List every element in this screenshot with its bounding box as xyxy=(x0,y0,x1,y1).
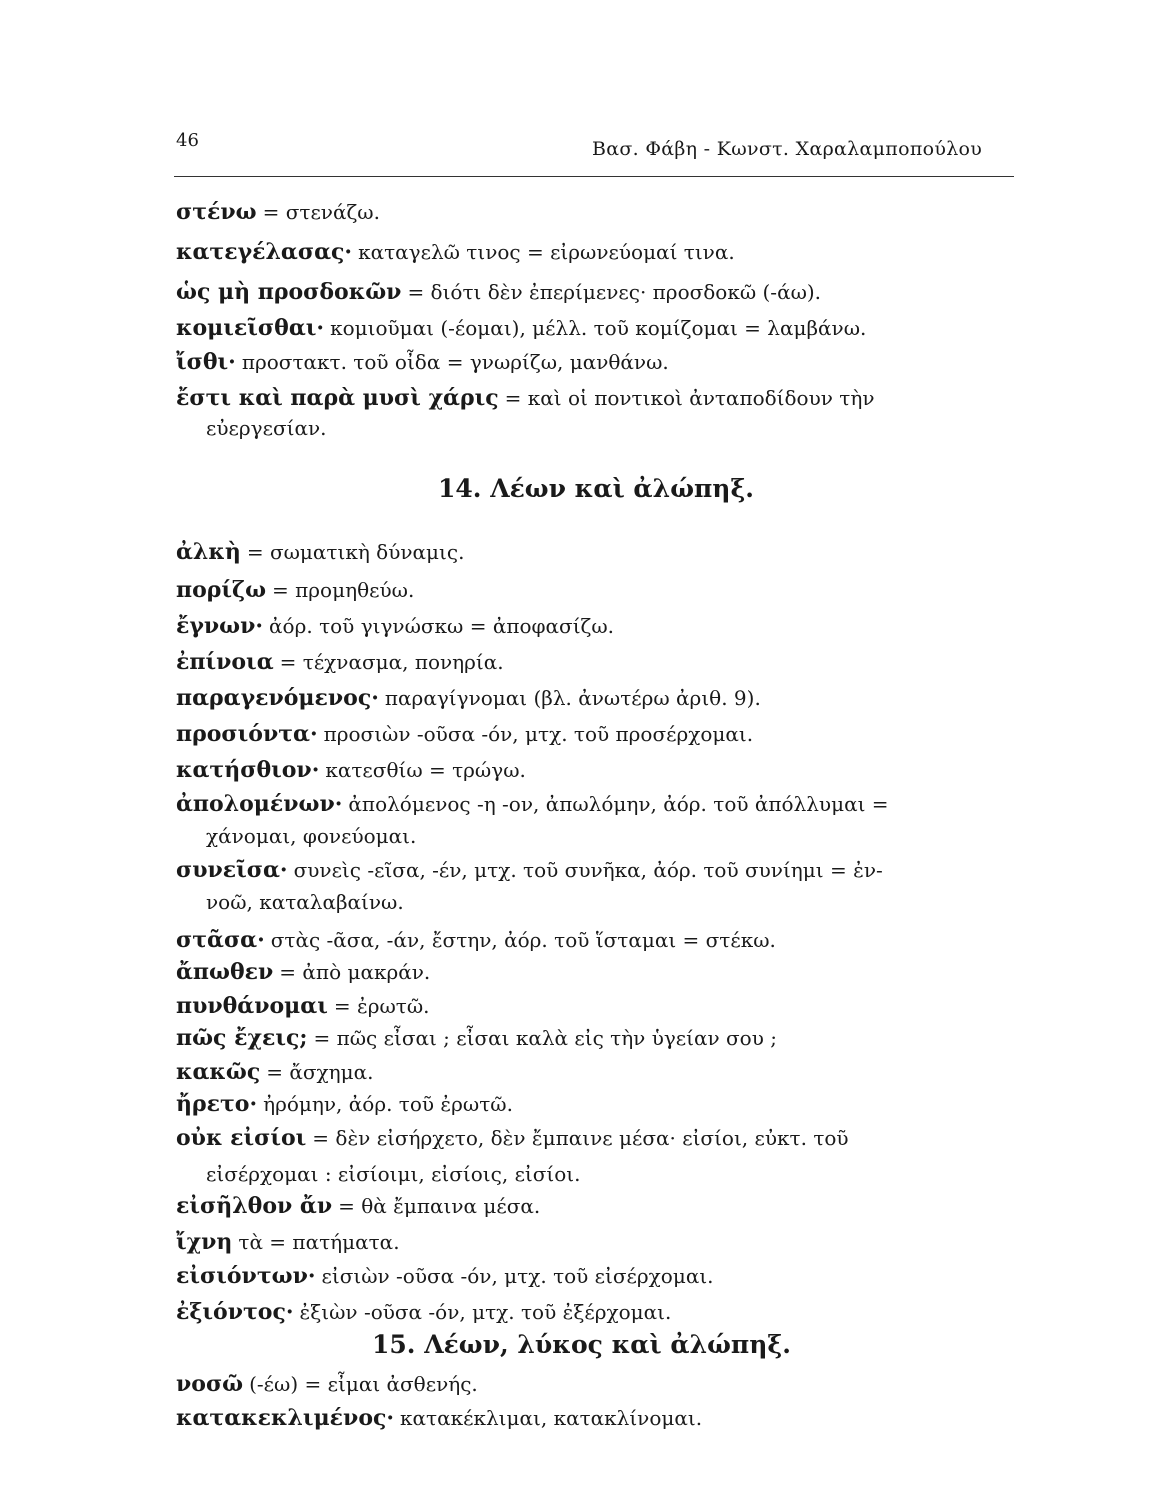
gloss-text: ἀπολόμενος -η -ον, ἀπωλόμην, ἀόρ. τοῦ ἀπόλλυμαι = xyxy=(348,792,889,816)
gloss-text: = δὲν εἰσήρχετο, δὲν ἔμπαινε μέσα· εἰσίοι, εὐκτ. τοῦ xyxy=(312,1126,849,1150)
glossary-entry xyxy=(176,384,874,412)
headword: εἰσιόντων· xyxy=(176,1263,316,1289)
headword: προσιόντα· xyxy=(176,721,318,747)
headword: ὡς μὴ προσδοκῶν xyxy=(176,279,402,305)
headword: εἰσῆλθον ἄν xyxy=(176,1193,333,1219)
headword: ἴχνη xyxy=(176,1229,233,1255)
gloss-continuation xyxy=(206,822,416,850)
glossary-entry xyxy=(176,538,464,566)
gloss-continuation xyxy=(206,888,404,916)
running-title: Βασ. Φάβη - Κωνστ. Χαραλαμποπούλου xyxy=(592,138,983,160)
gloss-text: = ἐρωτῶ. xyxy=(333,994,430,1018)
glossary-entry xyxy=(176,926,776,954)
gloss-text: = καὶ οἱ ποντικοὶ ἀνταποδίδουν τὴν xyxy=(504,386,875,410)
glossary-entry xyxy=(176,1298,671,1326)
glossary-entry xyxy=(176,1090,513,1118)
glossary-entry xyxy=(176,1404,702,1432)
headword: οὐκ εἰσίοι xyxy=(176,1125,307,1151)
gloss-text: παραγίγνομαι (βλ. ἀνωτέρω ἀριθ. 9). xyxy=(384,686,761,710)
glossary-entry xyxy=(176,1262,714,1290)
gloss-text: ἠρόμην, ἀόρ. τοῦ ἐρωτῶ. xyxy=(263,1092,513,1116)
glossary-entry xyxy=(176,238,735,266)
glossary-entry xyxy=(176,1192,540,1220)
gloss-text: = σωματικὴ δύναμις. xyxy=(246,540,465,564)
headword: ἀλκὴ xyxy=(176,539,241,565)
headword: ἐξιόντος· xyxy=(176,1299,294,1325)
glossary-entry xyxy=(176,1124,849,1152)
headword: ἴσθι· xyxy=(176,349,236,375)
headword: ἔγνων· xyxy=(176,613,264,639)
glossary-entry xyxy=(176,576,414,604)
glossary-entry xyxy=(176,648,504,676)
glossary-entry xyxy=(176,1024,777,1052)
gloss-text: κατακέκλιμαι, κατακλίνομαι. xyxy=(400,1406,703,1430)
gloss-text: τὰ = πατήματα. xyxy=(238,1230,400,1254)
gloss-text: εἰσέρχομαι : εἰσίοιμι, εἰσίοις, εἰσίοι. xyxy=(206,1162,581,1186)
gloss-text: = τέχνασμα, πονηρία. xyxy=(279,650,504,674)
section-heading: 15. Λέων, λύκος καὶ ἀλώπηξ. xyxy=(372,1330,791,1359)
headword: στᾶσα· xyxy=(176,927,265,953)
glossary-entry xyxy=(176,856,883,884)
headword: ἀπολομένων· xyxy=(176,791,343,817)
glossary-entry xyxy=(176,1370,478,1398)
glossary-entry xyxy=(176,348,669,376)
gloss-text: ἀόρ. τοῦ γιγνώσκω = ἀποφασίζω. xyxy=(269,614,615,638)
gloss-text: = στενάζω. xyxy=(262,200,380,224)
gloss-text: συνεὶς -εῖσα, -έν, μτχ. τοῦ συνῆκα, ἀόρ. τοῦ συνίημι = ἐν- xyxy=(293,858,883,882)
gloss-text: = προμηθεύω. xyxy=(272,578,415,602)
headword: κατήσθιον· xyxy=(176,757,320,783)
glossary-entry xyxy=(176,278,821,306)
glossary-entry xyxy=(176,756,526,784)
gloss-text: = ἄσχημα. xyxy=(266,1060,374,1084)
gloss-text: εὐεργεσίαν. xyxy=(206,416,327,440)
gloss-text: προσιὼν -οῦσα -όν, μτχ. τοῦ προσέρχομαι. xyxy=(323,722,754,746)
glossary-entry xyxy=(176,958,430,986)
headword: παραγενόμενος· xyxy=(176,685,379,711)
gloss-text: = ἀπὸ μακράν. xyxy=(279,960,431,984)
gloss-text: χάνομαι, φονεύομαι. xyxy=(206,824,417,848)
headword: πορίζω xyxy=(176,577,267,603)
gloss-continuation xyxy=(206,414,326,442)
headword: νοσῶ xyxy=(176,1371,244,1397)
glossary-entry xyxy=(176,198,380,226)
glossary-entry xyxy=(176,612,614,640)
gloss-text: νοῶ, καταλαβαίνω. xyxy=(206,890,404,914)
glossary-entry xyxy=(176,992,430,1020)
glossary-entry xyxy=(176,684,761,712)
page-number: 46 xyxy=(176,130,199,151)
gloss-continuation xyxy=(206,1160,581,1188)
gloss-text: κατεσθίω = τρώγω. xyxy=(325,758,526,782)
gloss-text: (-έω) = εἶμαι ἀσθενής. xyxy=(249,1372,478,1396)
gloss-text: ἐξιὼν -οῦσα -όν, μτχ. τοῦ ἐξέρχομαι. xyxy=(299,1300,672,1324)
headword: ἔστι καὶ παρὰ μυσὶ χάρις xyxy=(176,385,499,411)
gloss-text: εἰσιὼν -οῦσα -όν, μτχ. τοῦ εἰσέρχομαι. xyxy=(321,1264,714,1288)
glossary-entry xyxy=(176,720,753,748)
glossary-entry xyxy=(176,314,866,342)
headword: κατεγέλασας· xyxy=(176,239,353,265)
glossary-entry xyxy=(176,1058,374,1086)
headword: κακῶς xyxy=(176,1059,261,1085)
gloss-text: κομιοῦμαι (-έομαι), μέλλ. τοῦ κομίζομαι = λαμβάνω. xyxy=(330,316,867,340)
headword: πῶς ἔχεις; xyxy=(176,1025,308,1051)
headword: ἐπίνοια xyxy=(176,649,274,675)
gloss-text: = θὰ ἔμπαινα μέσα. xyxy=(338,1194,541,1218)
headword: στένω xyxy=(176,199,257,225)
gloss-text: καταγελῶ τινος = εἰρωνεύομαί τινα. xyxy=(358,240,735,264)
headword: κομιεῖσθαι· xyxy=(176,315,325,341)
headword: ἄπωθεν xyxy=(176,959,274,985)
header-rule xyxy=(174,176,1014,177)
gloss-text: προστακτ. τοῦ οἶδα = γνωρίζω, μανθάνω. xyxy=(241,350,669,374)
headword: κατακεκλιμένος· xyxy=(176,1405,395,1431)
headword: ἤρετο· xyxy=(176,1091,258,1117)
section-heading: 14. Λέων καὶ ἀλώπηξ. xyxy=(438,474,754,503)
glossary-entry xyxy=(176,1228,400,1256)
gloss-text: = πῶς εἶσαι ; εἶσαι καλὰ εἰς τὴν ὑγείαν σου ; xyxy=(313,1026,777,1050)
gloss-text: = διότι δὲν ἐπερίμενες· προσδοκῶ (-άω). xyxy=(407,280,822,304)
headword: πυνθάνομαι xyxy=(176,993,328,1019)
gloss-text: στὰς -ᾶσα, -άν, ἔστην, ἀόρ. τοῦ ἵσταμαι = στέκω. xyxy=(270,928,776,952)
headword: συνεῖσα· xyxy=(176,857,288,883)
glossary-entry xyxy=(176,790,889,818)
